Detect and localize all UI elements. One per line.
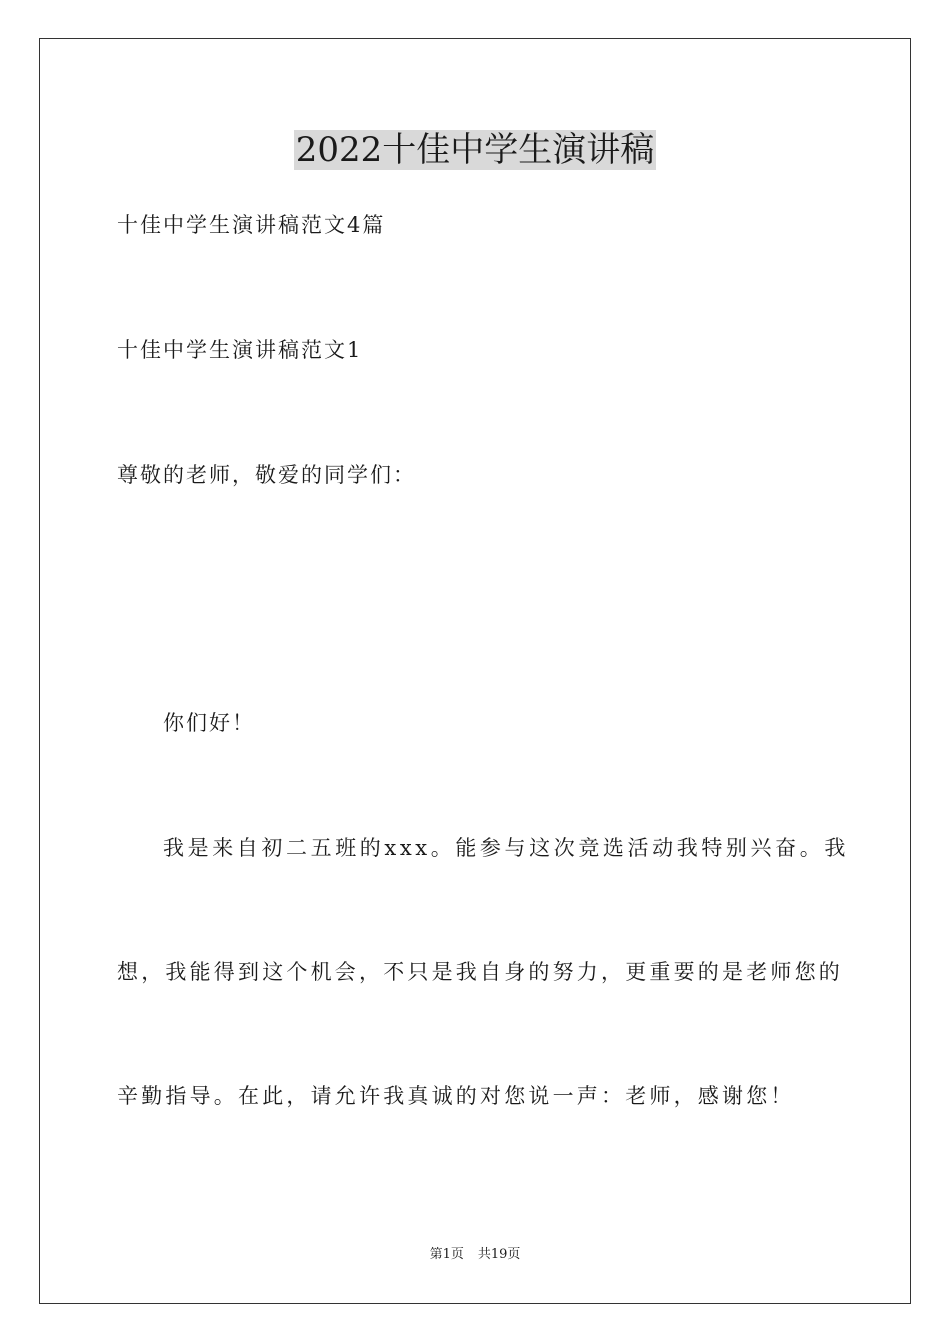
page-number: 第1页	[429, 1247, 464, 1262]
body-line: 我是来自初二五班的xxx。能参与这次竞选活动我特别兴奋。我	[163, 836, 849, 860]
greeting: 你们好！	[163, 711, 255, 735]
salutation: 尊敬的老师，敬爱的同学们：	[117, 463, 416, 487]
page-footer	[0, 1246, 950, 1264]
page-total: 共19页	[477, 1247, 521, 1262]
document-title-text: 2022十佳中学生演讲稿	[295, 130, 655, 170]
body-line: 想，我能得到这个机会，不只是我自身的努力，更重要的是老师您的	[117, 960, 843, 984]
document-title	[0, 128, 950, 172]
section-heading: 十佳中学生演讲稿范文1	[117, 338, 363, 362]
subtitle-line: 十佳中学生演讲稿范文4篇	[117, 213, 386, 237]
body-line: 辛勤指导。在此，请允许我真诚的对您说一声：老师，感谢您！	[117, 1084, 795, 1108]
